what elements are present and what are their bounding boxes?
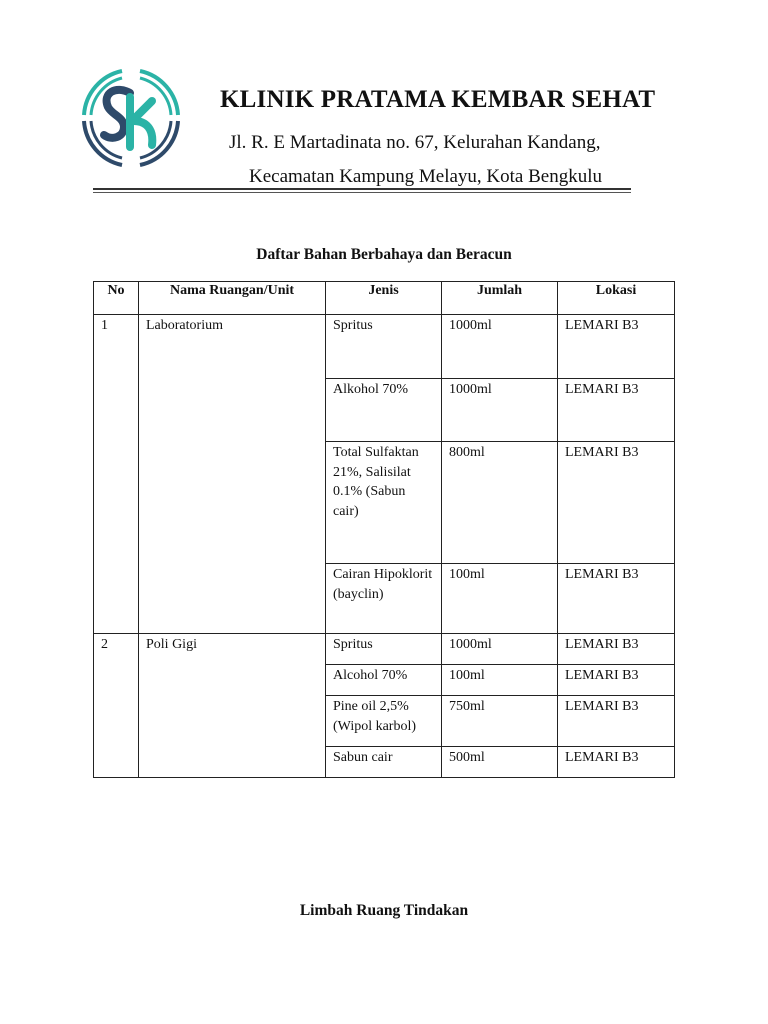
cell-jenis: Spritus [326,315,442,379]
cell-jenis: Alcohol 70% [326,665,442,696]
cell-jumlah: 1000ml [442,315,558,379]
cell-jumlah: 100ml [442,564,558,634]
row-unit: Laboratorium [139,315,326,634]
table-row [94,634,675,665]
cell-jumlah: 1000ml [442,634,558,665]
cell-jumlah: 750ml [442,696,558,747]
address-line-1: Jl. R. E Martadinata no. 67, Kelurahan Kandang, [229,132,601,153]
clinic-logo [72,63,190,173]
row-number: 2 [94,634,139,778]
header-no: No [94,282,139,315]
cell-lokasi: LEMARI B3 [558,315,675,379]
cell-jenis: Sabun cair [326,747,442,778]
cell-lokasi: LEMARI B3 [558,379,675,442]
document-title: Daftar Bahan Berbahaya dan Beracun [256,246,512,263]
cell-lokasi: LEMARI B3 [558,665,675,696]
cell-jumlah: 500ml [442,747,558,778]
cell-jenis: Total Sulfaktan 21%, Salisilat 0.1% (Sabun cair) [326,442,442,564]
address-line-2: Kecamatan Kampung Melayu, Kota Bengkulu [249,166,602,187]
row-number: 1 [94,315,139,634]
header-unit: Nama Ruangan/Unit [139,282,326,315]
cell-lokasi: LEMARI B3 [558,442,675,564]
cell-jumlah: 100ml [442,665,558,696]
cell-jenis: Alkohol 70% [326,379,442,442]
cell-lokasi: LEMARI B3 [558,634,675,665]
cell-jumlah: 1000ml [442,379,558,442]
cell-jenis: Cairan Hipoklorit (bayclin) [326,564,442,634]
section-title-limbah: Limbah Ruang Tindakan [299,902,469,919]
cell-jumlah: 800ml [442,442,558,564]
header-jenis: Jenis [326,282,442,315]
cell-jenis: Spritus [326,634,442,665]
cell-lokasi: LEMARI B3 [558,747,675,778]
header-jumlah: Jumlah [442,282,558,315]
table-header-row [94,282,675,315]
clinic-name: KLINIK PRATAMA KEMBAR SEHAT [220,86,656,113]
header-lokasi: Lokasi [558,282,675,315]
cell-lokasi: LEMARI B3 [558,564,675,634]
header-divider-thin [93,192,631,193]
header-divider [93,188,631,190]
row-unit: Poli Gigi [139,634,326,778]
cell-lokasi: LEMARI B3 [558,696,675,747]
b3-materials-table [93,281,675,778]
table-row [94,315,675,379]
cell-jenis: Pine oil 2,5% (Wipol karbol) [326,696,442,747]
